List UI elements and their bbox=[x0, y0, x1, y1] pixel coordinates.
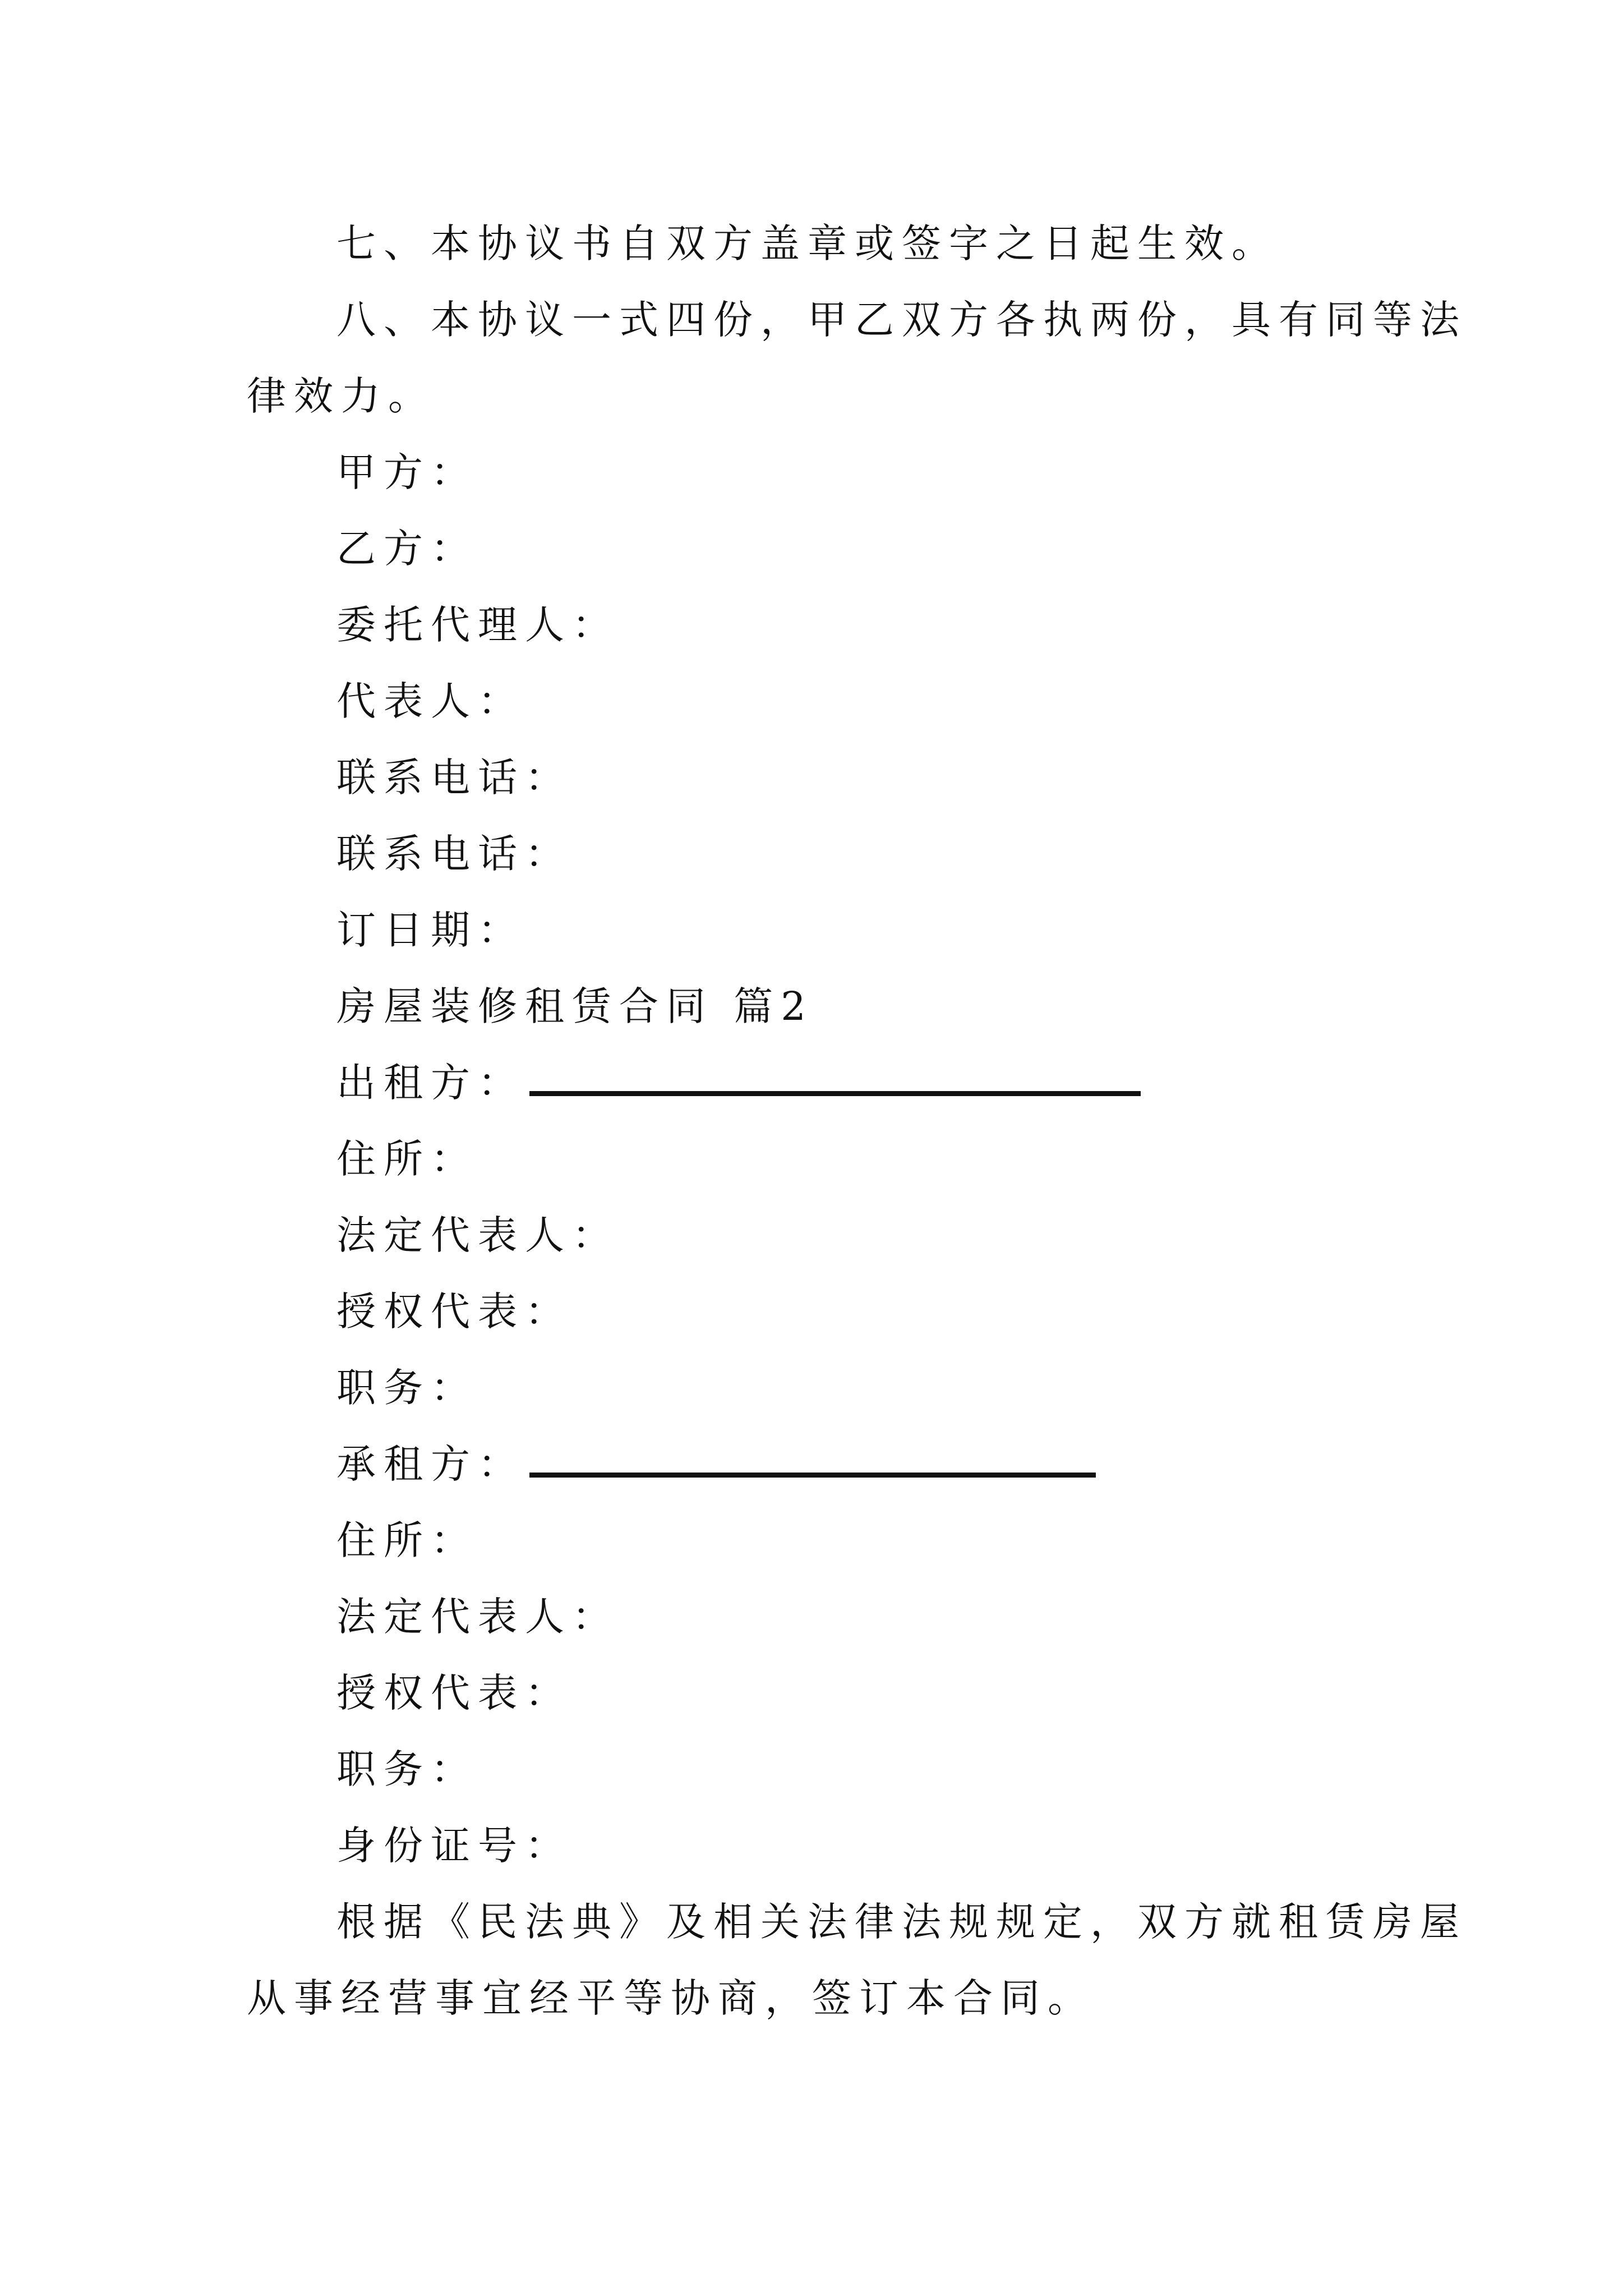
lessor-row bbox=[247, 1045, 1374, 1121]
clause-eight-line-2: 律效力。 bbox=[247, 373, 435, 419]
phone-label-1: 联系电话： bbox=[336, 754, 572, 800]
lessee-title-label: 职务： bbox=[336, 1746, 478, 1792]
contract-heading: 房屋装修租赁合同 篇2 bbox=[336, 983, 814, 1029]
lessor-blank-line bbox=[529, 1069, 1141, 1096]
lessee-blank-line bbox=[529, 1450, 1096, 1478]
intro-line-1: 根据《民法典》及相关法律法规规定，双方就租赁房屋 bbox=[336, 1899, 1467, 1945]
date-label: 订日期： bbox=[336, 907, 525, 953]
party-b-label: 乙方： bbox=[336, 526, 478, 572]
clause-seven: 七、本协议书自双方盖章或签字之日起生效。 bbox=[336, 220, 1279, 266]
lessor-legal-rep-label: 法定代表人： bbox=[336, 1212, 619, 1258]
lessee-label: 承租方： bbox=[336, 1441, 525, 1487]
party-a-label: 甲方： bbox=[336, 449, 478, 495]
clause-eight-line-1: 八、本协议一式四份，甲乙双方各执两份，具有同等法 bbox=[336, 297, 1467, 343]
lessee-legal-rep-label: 法定代表人： bbox=[336, 1594, 619, 1640]
id-number-label: 身份证号： bbox=[336, 1823, 572, 1869]
lessee-auth-rep-label: 授权代表： bbox=[336, 1670, 572, 1716]
lessee-address-label: 住所： bbox=[336, 1517, 478, 1563]
representative-label: 代表人： bbox=[336, 678, 525, 724]
lessor-title-label: 职务： bbox=[336, 1365, 478, 1411]
lessee-row bbox=[247, 1426, 1374, 1502]
lessor-address-label: 住所： bbox=[336, 1136, 478, 1182]
agent-label: 委托代理人： bbox=[336, 602, 619, 648]
lessor-auth-rep-label: 授权代表： bbox=[336, 1289, 572, 1335]
lessor-label: 出租方： bbox=[336, 1060, 525, 1106]
phone-label-2: 联系电话： bbox=[336, 831, 572, 877]
intro-line-2: 从事经营事宜经平等协商，签订本合同。 bbox=[247, 1975, 1095, 2021]
